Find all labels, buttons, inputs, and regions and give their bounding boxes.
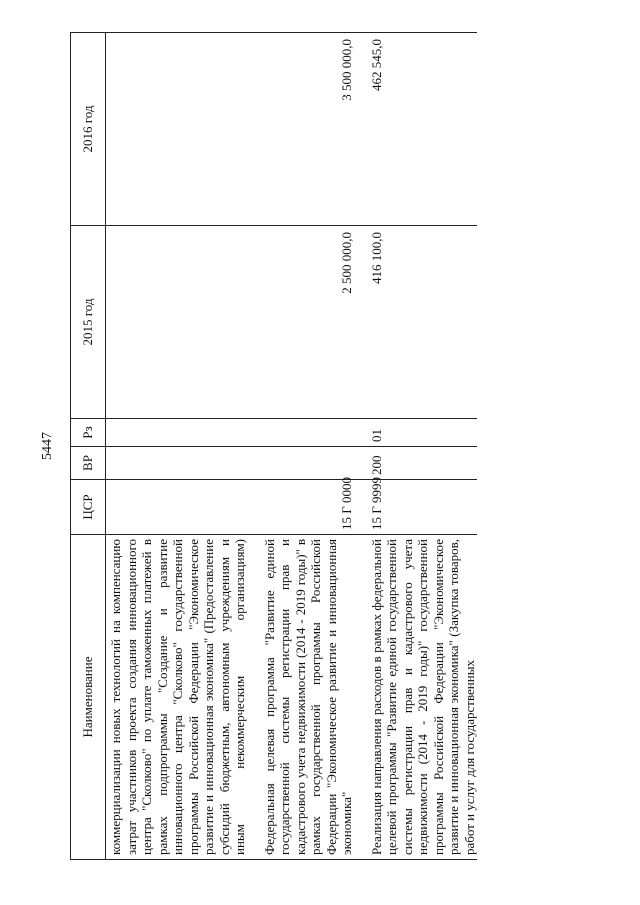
row-vr [260,447,355,480]
row-vr [106,447,248,480]
row-csr: 15 Г 0000 [260,480,355,535]
row-2015: 2 500 000,0 [260,226,355,419]
budget-table [70,32,477,860]
header-vr: ВР [71,447,106,480]
row-name: Реализация направления расходов в рамках федеральной целевой программы "Развитие единой государственной системы регистрации прав и кадастрового учета недвижимости (2014 - 2019 годы)" государственной программы Российской Федерации "Экономическое развитие и инновационная экономика" (Закупка товаров, работ и услуг для государственных [367,535,478,860]
row-2015: 416 100,0 [367,226,478,419]
row-2015 [106,226,248,419]
table-row [367,33,478,860]
header-csr: ЦСР [71,480,106,535]
table-header-row [71,33,106,860]
row-rz [260,419,355,447]
row-vr: 200 [367,447,478,480]
row-2016 [106,33,248,226]
table-row [106,33,248,860]
header-2016: 2016 год [71,33,106,226]
row-name: Федеральная целевая программа "Развитие единой государственной системы регистрации прав и кадастрового учета недвижимости (2014 - 2019 годы)" в рамках государственной программы Российской Федерации "Экономическое развитие и инновационная экономика" [260,535,355,860]
header-name: Наименование [71,535,106,860]
row-csr: 15 Г 9999 [367,480,478,535]
row-rz [106,419,248,447]
row-rz: 01 [367,419,478,447]
header-rz: Рз [71,419,106,447]
row-2016: 462 545,0 [367,33,478,226]
header-2015: 2015 год [71,226,106,419]
row-2016: 3 500 000,0 [260,33,355,226]
table-row [260,33,355,860]
row-name: коммерциализации новых технологий на компенсацию затрат участников проекта создания инновационного центра "Сколково" по уплате таможенных платежей в рамках подпрограммы "Создание и развитие инновационного центра "Сколково" государственной программы Российской Федерации "Экономическое развитие и инновационная экономика" (Предоставление субсидий бюджетным, автономным учреждениям и иным некоммерческим организациям) [106,535,248,860]
page-number: 5447 [40,432,55,460]
row-csr [106,480,248,535]
